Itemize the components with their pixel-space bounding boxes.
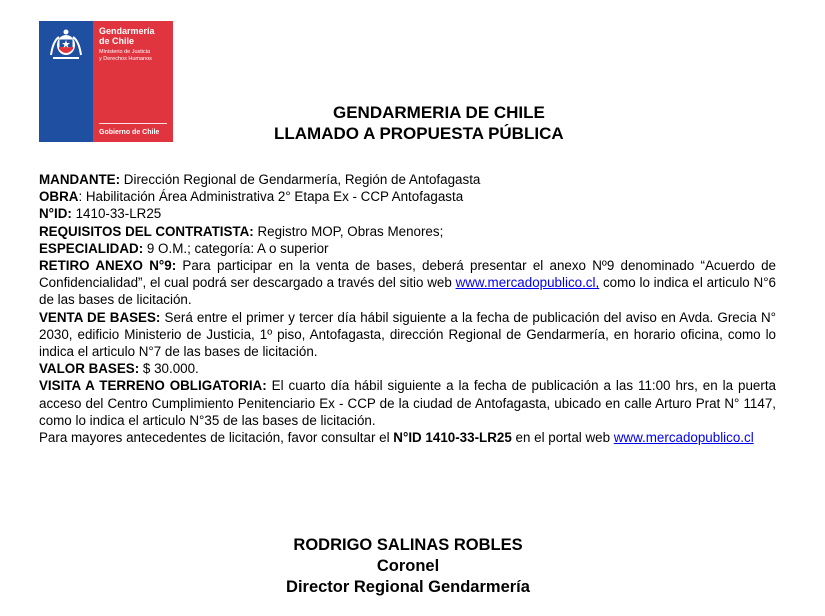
mayores-id: N°ID 1410-33-LR25: [393, 430, 512, 446]
visita-value: El cuarto día hábil siguiente a la fecha de publicación a las 11:00 hrs, en la puerta acceso del Centro Cumplimiento Penitenciario Ex - CCP de la ciudad de Antofagasta, ubicado en calle Arturo Prat N° 1147, como lo indica el articulo N°35 de las bases de licitación.: [39, 378, 776, 428]
visita-label: VISITA A TERRENO OBLIGATORIA:: [39, 378, 267, 394]
logo-government: Gobierno de Chile: [99, 129, 160, 136]
logo-divider: [99, 123, 167, 124]
gendarmeria-logo: [39, 21, 173, 142]
id-value: 1410-33-LR25: [71, 206, 162, 222]
notice-body: [39, 171, 776, 446]
retiro-label: RETIRO ANEXO N°9:: [39, 258, 177, 274]
id-line: [39, 205, 776, 222]
heading-institution: GENDARMERIA DE CHILE: [333, 103, 545, 122]
mayores-text: Para mayores antecedentes de licitación, favor consultar el: [39, 430, 394, 446]
logo-red-panel: [93, 21, 173, 142]
obra-line: [39, 188, 776, 205]
valor-value: $ 30.000.: [139, 361, 199, 377]
heading-call: LLAMADO A PROPUESTA PÚBLICA: [274, 124, 564, 143]
venta-label: VENTA DE BASES:: [39, 309, 161, 325]
retiro-tail: como lo indica el articulo N°6 de las bases de licitación.: [39, 275, 776, 308]
mercadopublico-link[interactable]: www.mercadopublico.cl,: [455, 275, 600, 291]
requisitos-label: REQUISITOS DEL CONTRATISTA:: [39, 223, 254, 239]
valor-label: VALOR BASES:: [39, 361, 140, 377]
mandante-line: [39, 171, 776, 188]
requisitos-value: Registro MOP, Obras Menores;: [253, 223, 444, 239]
requisitos-line: [39, 223, 776, 240]
logo-title: Gendarmería de Chile: [99, 26, 155, 46]
mayores-tail: en el portal web: [511, 430, 614, 446]
logo-blue-panel: [39, 21, 93, 142]
mandante-value: Dirección Regional de Gendarmería, Región de Antofagasta: [120, 172, 481, 187]
especialidad-value: 9 O.M.; categoría: A o superior: [143, 240, 329, 256]
coat-of-arms-icon: [45, 27, 87, 63]
visita-paragraph: [39, 377, 776, 429]
id-label: N°ID:: [39, 206, 72, 222]
venta-value: Será entre el primer y tercer día hábil siguiente a la fecha de publicación del aviso en Avda. Grecia N° 2030, edificio Ministerio de Justicia, 1º piso, Antofagasta, dirección Regional de Gendarmería, en horario oficina, como lo indica el articulo N°7 de las bases de licitación.: [39, 309, 777, 360]
especialidad-label: ESPECIALIDAD:: [39, 240, 144, 256]
obra-value: : Habilitación Área Administrativa 2° Etapa Ex - CCP Antofagasta: [78, 189, 464, 205]
valor-line: [39, 360, 776, 377]
signatory-title: Director Regional Gendarmería: [286, 578, 530, 596]
retiro-value: Para participar en la venta de bases, deberá presentar el anexo Nº9 denominado “Acuerdo de Confidencialidad”, el cual podrá ser descargado a través del sitio web: [39, 258, 776, 291]
mandante-label: MANDANTE:: [39, 172, 121, 187]
mayores-paragraph: [39, 429, 776, 446]
venta-paragraph: [39, 309, 776, 361]
signatory-rank: Coronel: [376, 557, 440, 575]
retiro-paragraph: [39, 257, 776, 309]
obra-label: OBRA: [39, 189, 79, 205]
mercadopublico-portal-link[interactable]: www.mercadopublico.cl: [613, 430, 754, 446]
especialidad-line: [39, 240, 776, 257]
signatory-name: RODRIGO SALINAS ROBLES: [293, 536, 523, 554]
logo-subtitle: Ministerio de Justicia y Derechos Humanos: [99, 49, 152, 62]
